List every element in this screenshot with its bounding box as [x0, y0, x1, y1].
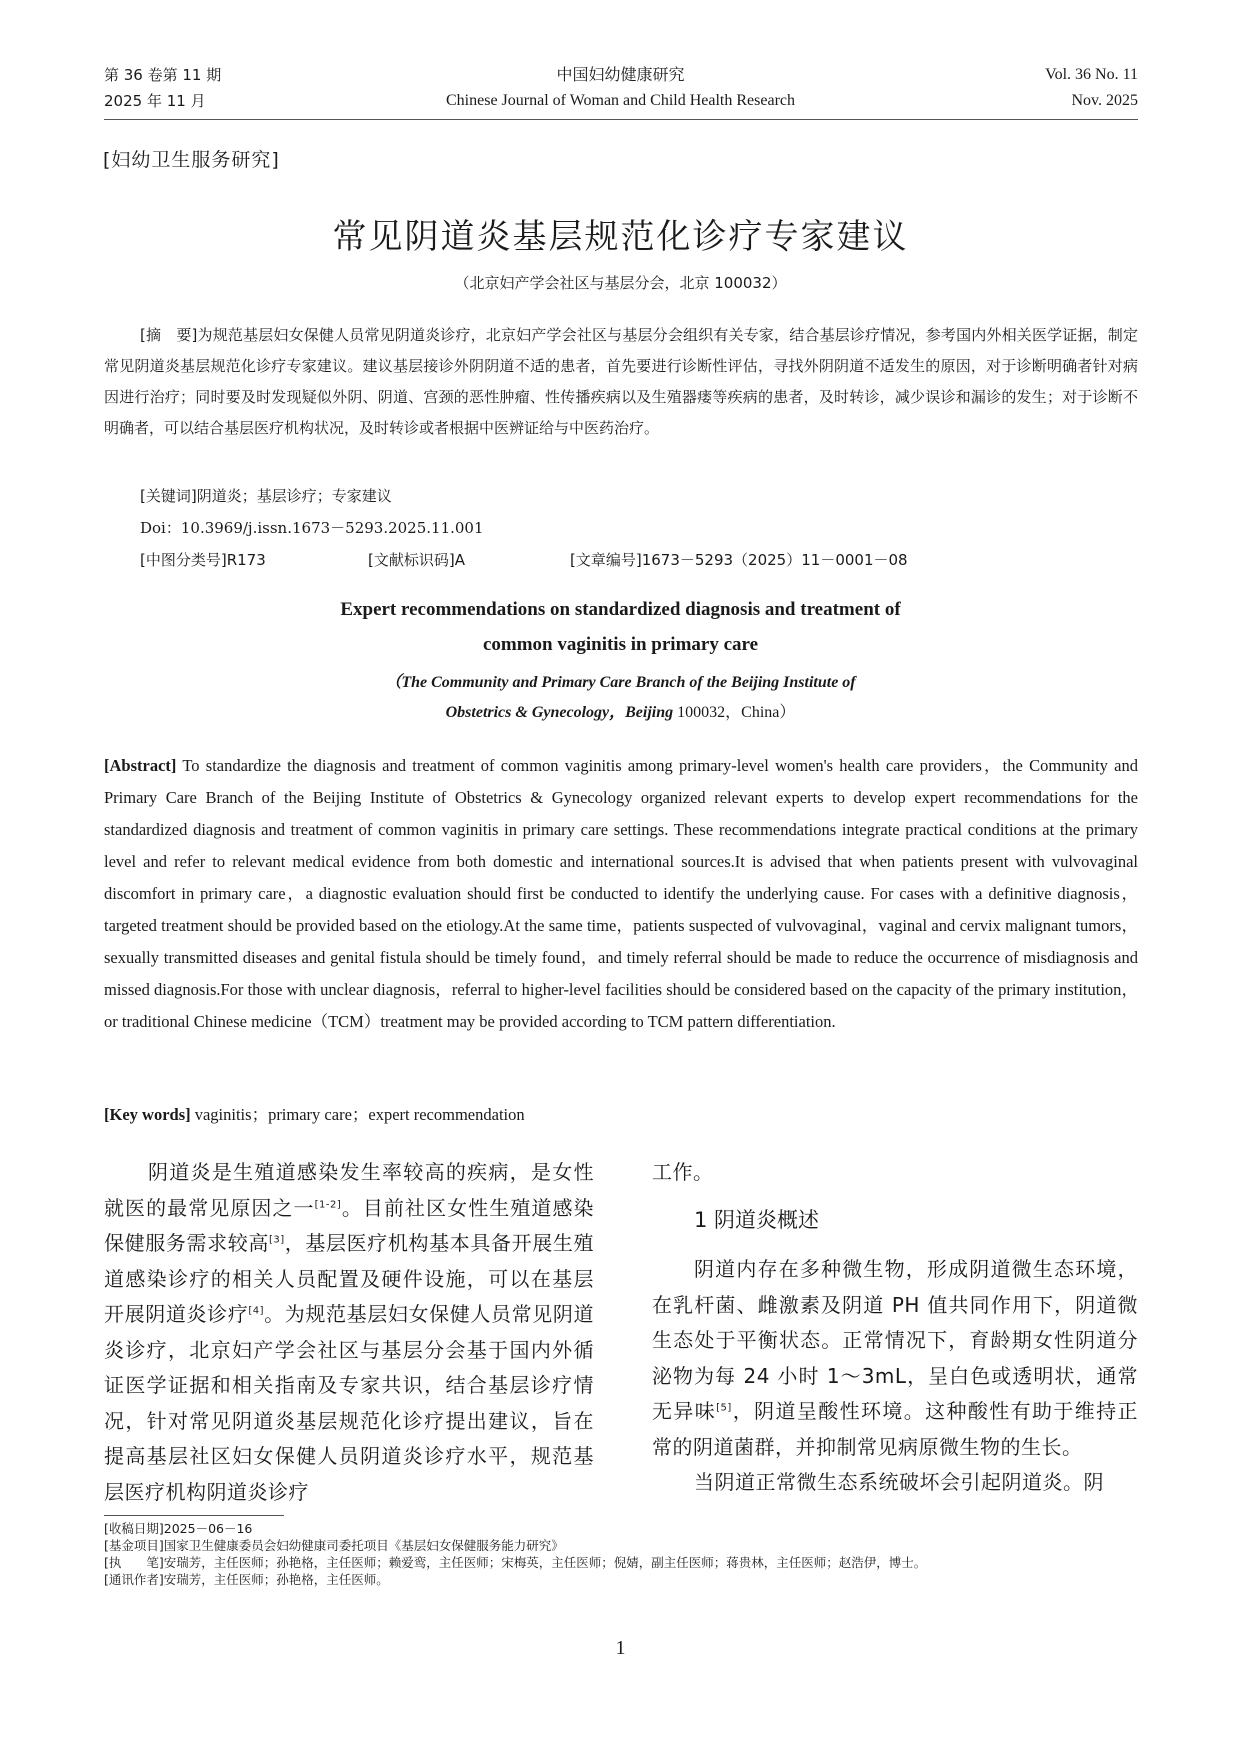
section-label: [妇幼卫生服务研究] [103, 149, 280, 171]
page-number: 1 [615, 1637, 626, 1659]
affiliation-en-line1: （The Community and Primary Care Branch of the Beijing Institute of [385, 674, 856, 691]
affiliation: （北京妇产学会社区与基层分会，北京 100032） [454, 274, 787, 292]
affiliation-en-institution: Obstetrics & Gynecology，Beijing [445, 704, 674, 721]
footnote-received: [收稿日期]2025－06－16 [104, 1521, 253, 1536]
abstract-en [104, 750, 1138, 1038]
doi: Doi：10.3969/j.issn.1673－5293.2025.11.001 [140, 519, 484, 537]
body-text: 。目前社区女性生殖道感染保健服务需求较高 [104, 1195, 595, 1255]
document-code: [文献标识码]A [368, 551, 465, 569]
header-date-en: Nov. 2025 [1071, 92, 1138, 109]
header-rule [104, 119, 1138, 120]
body-text: 阴道内存在多种微生物，形成阴道微生态环境，在乳杆菌、雌激素及阴道 PH 值共同作用下，阴道微生态处于平衡状态。正常情况下，育龄期女性阴道分泌物为每 24 小时 1～3mL，呈白色或透明状，通常无异味 [652, 1257, 1138, 1423]
body-text: 。为规范基层妇女保健人员常见阴道炎诊疗，北京妇产学会社区与基层分会基于国内外循证医学证据和相关指南及专家共识，结合基层诊疗情况，针对常见阴道炎基层规范化诊疗提出建议，旨在提高基层社区妇女保健人员阴道炎诊疗水平，规范基层医疗机构阴道炎诊疗 [104, 1302, 595, 1504]
abstract-cn-text: 为规范基层妇女保健人员常见阴道炎诊疗，北京妇产学会社区与基层分会组织有关专家，结合基层诊疗情况，参考国内外相关医学证据，制定常见阴道炎基层规范化诊疗专家建议。建议基层接诊外阴阴道不适的患者，首先要进行诊断性评估，寻找外阴阴道不适发生的原因，对于诊断明确者针对病因进行治疗；同时要及时发现疑似外阴、阴道、宫颈的恶性肿瘤、性传播疾病以及生殖器瘘等疾病的患者，及时转诊，减少误诊和漏诊的发生；对于诊断不明确者，可以结合基层医疗机构状况，及时转诊或者根据中医辨证给与中医药治疗。 [104, 326, 1138, 437]
abstract-en-text: To standardize the diagnosis and treatment of common vaginitis among primary-level women's health care providers，the Community and Primary Care Branch of the Beijing Institute of Obstetrics & Gynecology organized relevant experts to develop expert recommendations for the standardized diagnosis and treatment of common vaginitis in primary care settings. These recommendations integrate practical conditions at the primary level and refer to relevant medical evidence from both domestic and international sources.It is advised that when patients present with vulvovaginal discomfort in primary care，a diagnostic evaluation should first be conducted to identify the underlying cause. For cases with a definitive diagnosis，targeted treatment should be provided based on the etiology.At the same time，patients suspected of vulvovaginal，vaginal and cervix malignant tumors，sexually transmitted diseases and genital fistula should be timely found，and timely referral should be made to reduce the occurrence of misdiagnosis and missed diagnosis.For those with unclear diagnosis，referral to higher-level facilities should be considered based on the capacity of the primary institution，or traditional Chinese medicine（TCM）treatment may be provided according to TCM pattern differentiation. [104, 756, 1138, 1031]
clc-number: [中图分类号]R173 [140, 551, 266, 569]
abstract-cn-label: [摘 要] [140, 326, 198, 344]
header-journal-en: Chinese Journal of Woman and Child Health Research [446, 92, 795, 109]
footnote-writers: [执 笔]安瑞芳，主任医师；孙艳格，主任医师；赖爱鸾，主任医师；宋梅英，主任医师；倪婧，副主任医师；蒋贵林，主任医师；赵浩伊，博士。 [104, 1555, 927, 1570]
footnote-rule [104, 1515, 284, 1516]
keywords-en-label: [Key words] [104, 1105, 191, 1124]
abstract-en-label: [Abstract] [104, 756, 177, 775]
citation: [3] [268, 1234, 285, 1246]
citation: [4] [248, 1305, 265, 1317]
title-en-line1: Expert recommendations on standardized diagnosis and treatment of [340, 599, 901, 620]
title-en-line2: common vaginitis in primary care [482, 634, 759, 655]
header-date-cn: 2025 年 11 月 [104, 92, 206, 110]
keywords-en [104, 1101, 525, 1125]
body-paragraph-1 [652, 1252, 1138, 1465]
body-text: ，阴道呈酸性环境。这种酸性有助于维持正常的阴道菌群，并抑制常见病原微生物的生长。 [652, 1399, 1139, 1459]
header-volume-cn: 第 36 卷第 11 期 [104, 66, 222, 84]
abstract-cn [104, 320, 1138, 444]
affiliation-en-line2 [0, 699, 1241, 722]
keywords-cn: [关键词]阴道炎；基层诊疗；专家建议 [140, 487, 392, 505]
body-right-continuation: 工作。 [652, 1160, 714, 1184]
body-paragraph-2: 当阴道正常微生态系统破坏会引起阴道炎。阴 [694, 1470, 1104, 1494]
footnote-funding: [基金项目]国家卫生健康委员会妇幼健康司委托项目《基层妇女保健服务能力研究》 [104, 1538, 564, 1553]
article-title: 常见阴道炎基层规范化诊疗专家建议 [332, 217, 909, 257]
body-text: 阴道炎是生殖道感染发生率较高的疾病，是女性就医的最常见原因之一 [104, 1160, 594, 1220]
citation: [1-2] [314, 1198, 342, 1210]
header-journal-cn: 中国妇幼健康研究 [556, 65, 685, 84]
section-heading: 1 阴道炎概述 [694, 1208, 820, 1232]
affiliation-en-postcode: 100032，China） [673, 704, 796, 721]
article-number: [文章编号]1673－5293（2025）11－0001－08 [570, 551, 908, 569]
keywords-en-text: vaginitis；primary care；expert recommendation [190, 1105, 525, 1124]
header-volume-en: Vol. 36 No. 11 [1045, 66, 1138, 83]
footnote-corresponding: [通讯作者]安瑞芳，主任医师；孙艳格，主任医师。 [104, 1572, 389, 1587]
citation: [5] [716, 1402, 732, 1414]
body-text: ，基层医疗机构基本具备开展生殖道感染诊疗的相关人员配置及硬件设施，可以在基层开展阴道炎诊疗 [104, 1231, 595, 1326]
body-left-column [104, 1155, 594, 1510]
